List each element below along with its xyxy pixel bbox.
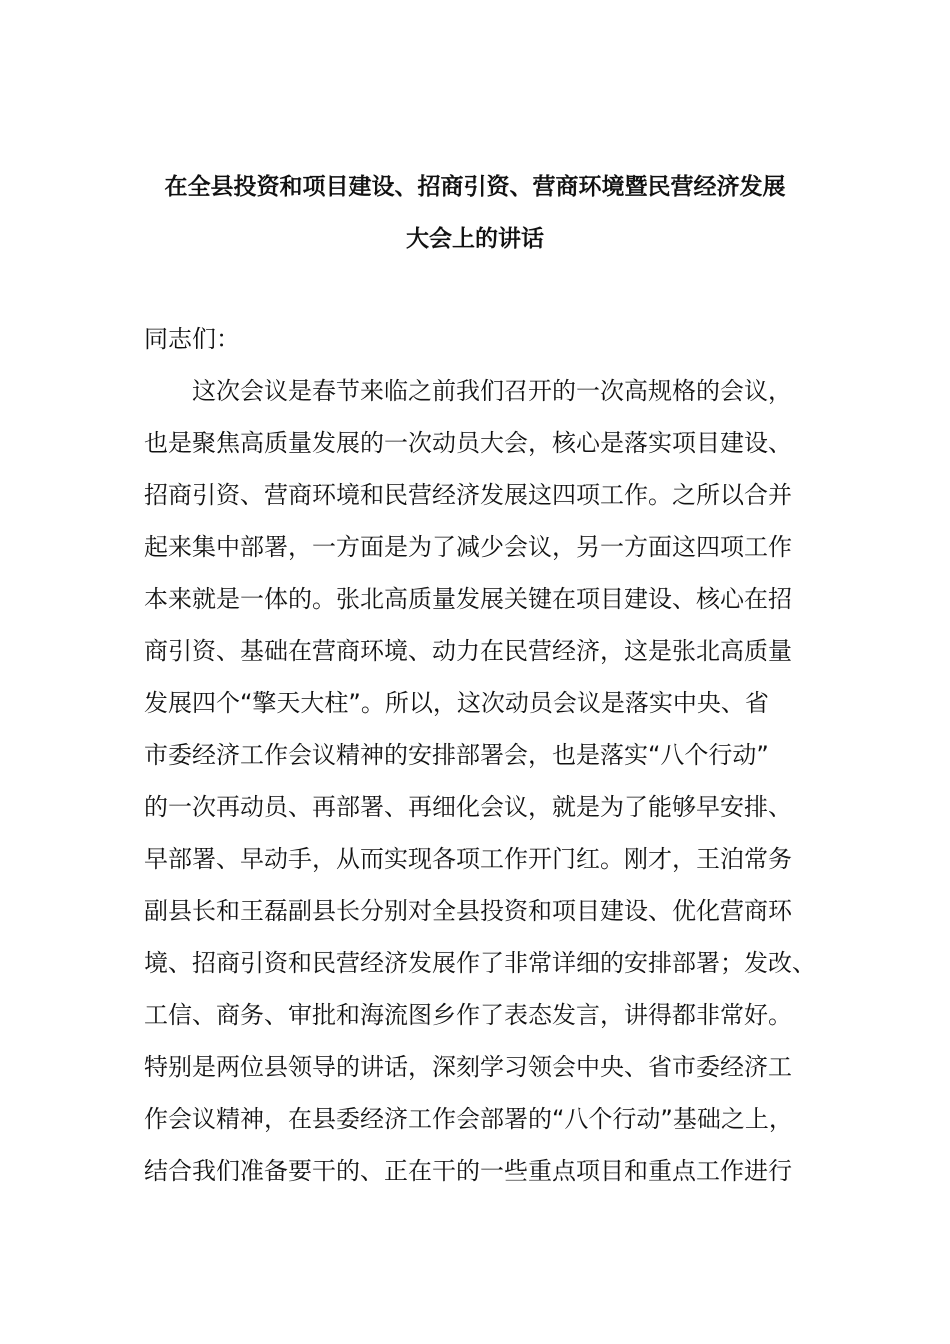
paragraph-line: 境、招商引资和民营经济发展作了非常详细的安排部署；发改、: [144, 949, 816, 977]
paragraph-line: 特别是两位县领导的讲话，深刻学习领会中央、省市委经济工: [144, 1053, 792, 1081]
speech-body: [144, 318, 834, 1202]
paragraph-line: 工信、商务、审批和海流图乡作了表态发言，讲得都非常好。: [144, 1001, 792, 1029]
paragraph-line: 的一次再动员、再部署、再细化会议，就是为了能够早安排、: [144, 793, 792, 821]
document-title-line-1: 在全县投资和项目建设、招商引资、营商环境暨民营经济发展: [164, 174, 786, 200]
paragraph-line: 结合我们准备要干的、正在干的一些重点项目和重点工作进行: [144, 1157, 792, 1185]
paragraph-line: 这次会议是春节来临之前我们召开的一次高规格的会议，: [192, 377, 792, 405]
paragraph-line: 作会议精神，在县委经济工作会部署的“八个行动”基础之上，: [144, 1105, 793, 1133]
salutation: 同志们：: [144, 325, 240, 353]
paragraph-line: 副县长和王磊副县长分别对全县投资和项目建设、优化营商环: [144, 897, 792, 925]
paragraph-line: 商引资、基础在营商环境、动力在民营经济，这是张北高质量: [144, 637, 792, 665]
paragraph-line: 招商引资、营商环境和民营经济发展这四项工作。之所以合并: [144, 481, 792, 509]
paragraph-line: 发展四个“擎天大柱”。所以，这次动员会议是落实中央、省: [144, 689, 769, 717]
paragraph-line: 早部署、早动手，从而实现各项工作开门红。刚才，王泊常务: [144, 845, 792, 873]
paragraph-line: 也是聚焦高质量发展的一次动员大会，核心是落实项目建设、: [144, 429, 792, 457]
paragraph-line: 本来就是一体的。张北高质量发展关键在项目建设、核心在招: [144, 585, 792, 613]
document-title-line-2: 大会上的讲话: [406, 226, 544, 252]
paragraph-line: 市委经济工作会议精神的安排部署会，也是落实“八个行动”: [144, 741, 769, 769]
paragraph-line: 起来集中部署，一方面是为了减少会议，另一方面这四项工作: [144, 533, 792, 561]
